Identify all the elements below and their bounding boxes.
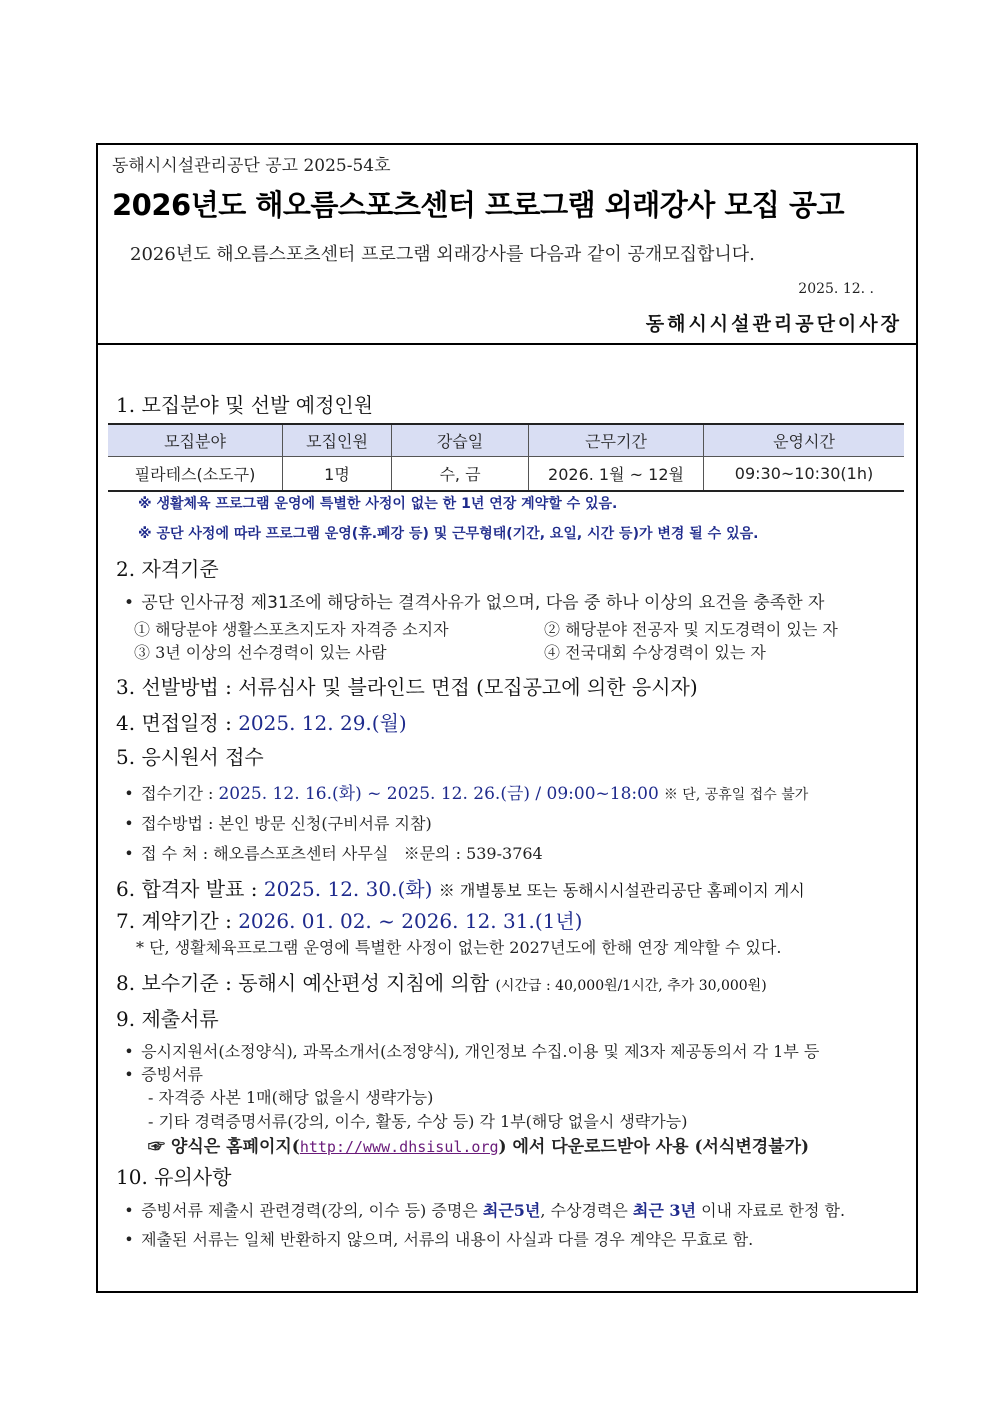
caution-1-text-a: 증빙서류 제출시 관련경력(강의, 이수 등) 증명은 xyxy=(141,1201,483,1220)
bullet-icon: • xyxy=(124,1201,134,1220)
caution-2-text: 제출된 서류는 일체 반환하지 않으며, 서류의 내용이 사실과 다를 경우 계약은 무효로 함. xyxy=(141,1230,754,1249)
form-suffix: ) 에서 다운로드받아 사용 (서식변경불가) xyxy=(498,1137,810,1157)
criterion-4: ④ 전국대회 수상경력이 있는 자 xyxy=(544,643,766,662)
notice-header xyxy=(98,145,916,345)
column-header: 근무기간 xyxy=(529,424,704,457)
section-7-label: 7. 계약기간 : xyxy=(116,909,239,933)
bullet-icon: • xyxy=(123,593,135,613)
qualification-bullet xyxy=(122,588,824,613)
caution-1-text-b: , 수상경력은 xyxy=(540,1201,633,1220)
caution-1 xyxy=(122,1198,845,1221)
homepage-link[interactable]: http://www.dhsisul.org xyxy=(299,1138,499,1156)
section-10-heading: 10. 유의사항 xyxy=(116,1165,232,1189)
selection-method: 서류심사 및 블라인드 면접 (모집공고에 의한 응시자) xyxy=(238,675,698,699)
bullet-icon: • xyxy=(124,1230,134,1249)
note-extension: ※ 생활체육 프로그램 운영에 특별한 사정이 없는 한 1년 연장 계약할 수 있음. xyxy=(138,496,618,512)
column-header: 강습일 xyxy=(392,424,529,457)
interview-date: 2025. 12. 29.(월) xyxy=(238,711,407,735)
period-value: 2025. 12. 16.(화) ~ 2025. 12. 26.(금) / 09:00~18:00 xyxy=(218,784,659,804)
application-method xyxy=(122,811,432,834)
column-header: 모집분야 xyxy=(108,424,283,457)
doc-item-1-text: 응시지원서(소정양식), 과목소개서(소정양식), 개인정보 수집.이용 및 제3자 제공동의서 각 1부 등 xyxy=(141,1042,820,1061)
table-cell: 2026. 1월 ~ 12월 xyxy=(529,457,704,492)
caution-1-highlight-b: 최근 3년 xyxy=(632,1201,696,1220)
criterion-3: ③ 3년 이상의 선수경력이 있는 사람 xyxy=(134,643,387,662)
section-3 xyxy=(116,671,698,700)
table-cell: 필라테스(소도구) xyxy=(108,457,283,492)
form-prefix: 양식은 홈페이지( xyxy=(170,1137,300,1157)
table-header-row xyxy=(108,424,904,457)
doc-sub-1: - 자격증 사본 1매(해당 없을시 생략가능) xyxy=(148,1088,434,1107)
bullet-icon: • xyxy=(124,814,134,833)
pointing-hand-icon: ☞ xyxy=(148,1137,165,1157)
notice-number: 동해시시설관리공단 공고 2025-54호 xyxy=(112,156,391,176)
criterion-2: ② 해당분야 전공자 및 지도경력이 있는 자 xyxy=(544,620,838,639)
criterion-1: ① 해당분야 생활스포츠지도자 자격증 소지자 xyxy=(134,620,449,639)
table-cell: 수, 금 xyxy=(392,457,529,492)
doc-item-1 xyxy=(122,1039,819,1062)
page-title: 2026년도 해오름스포츠센터 프로그램 외래강사 모집 공고 xyxy=(112,188,845,222)
caution-2 xyxy=(122,1227,753,1250)
section-7 xyxy=(116,905,582,934)
pay-detail: (시간급 : 40,000원/1시간, 추가 30,000원) xyxy=(495,978,767,994)
table-row xyxy=(108,457,904,492)
contract-period: 2026. 01. 02. ~ 2026. 12. 31.(1년) xyxy=(238,909,583,933)
section-4-label: 4. 면접일정 : xyxy=(116,711,239,735)
contact-label: ※문의 : xyxy=(403,844,467,863)
recruitment-table xyxy=(108,423,904,492)
table-cell: 1명 xyxy=(283,457,392,492)
bullet-icon: • xyxy=(124,844,134,863)
contact-phone: 539-3764 xyxy=(466,844,543,863)
pay-basis: 동해시 예산편성 지침에 의함 xyxy=(238,971,490,995)
section-9-heading: 9. 제출서류 xyxy=(116,1007,219,1031)
column-header: 운영시간 xyxy=(704,424,905,457)
contract-note: * 단, 생활체육프로그램 운영에 특별한 사정이 없는한 2027년도에 한해 연장 계약할 수 있다. xyxy=(136,938,782,957)
section-3-label: 3. 선발방법 : xyxy=(116,675,239,699)
form-download xyxy=(148,1132,809,1157)
place-value: 해오름스포츠센터 사무실 xyxy=(213,844,389,863)
notice-date: 2025. 12. . xyxy=(798,281,874,297)
note-change: ※ 공단 사정에 따라 프로그램 운영(휴.폐강 등) 및 근무형태(기간, 요일, 시간 등)가 변경 될 수 있음. xyxy=(138,526,759,542)
caution-1-highlight-a: 최근5년 xyxy=(482,1201,541,1220)
qualification-text: 공단 인사규정 제31조에 해당하는 결격사유가 없으며, 다음 중 하나 이상의 요건을 충족한 자 xyxy=(141,593,825,613)
column-header: 모집인원 xyxy=(283,424,392,457)
caution-1-text-c: 이내 자료로 한정 함. xyxy=(696,1201,846,1220)
table-cell: 09:30~10:30(1h) xyxy=(704,457,905,492)
period-note: ※ 단, 공휴일 접수 불가 xyxy=(663,787,809,803)
doc-item-2 xyxy=(122,1062,203,1085)
section-8 xyxy=(116,967,767,996)
bullet-icon: • xyxy=(124,1042,134,1061)
announcement-date: 2025. 12. 30.(화) xyxy=(263,877,433,901)
section-5-heading: 5. 응시원서 접수 xyxy=(116,745,264,769)
section-2-heading: 2. 자격기준 xyxy=(116,557,219,581)
method-value: 본인 방문 신청(구비서류 지참) xyxy=(218,814,432,833)
section-4 xyxy=(116,707,407,736)
period-label: 접수기간 : xyxy=(141,784,219,803)
place-label: 접 수 처 : xyxy=(141,844,214,863)
announcement-note: ※ 개별통보 또는 동해시시설관리공단 홈페이지 게시 xyxy=(438,881,805,900)
intro-text: 2026년도 해오름스포츠센터 프로그램 외래강사를 다음과 같이 공개모집합니다. xyxy=(130,244,755,265)
doc-sub-2: - 기타 경력증명서류(강의, 이수, 활동, 수상 등) 각 1부(해당 없을시 생략가능) xyxy=(148,1112,688,1131)
application-place xyxy=(122,841,543,864)
section-6-label: 6. 합격자 발표 : xyxy=(116,877,264,901)
issuer: 동해시시설관리공단이사장 xyxy=(645,313,902,335)
section-6 xyxy=(116,873,805,902)
section-8-label: 8. 보수기준 : xyxy=(116,971,239,995)
method-label: 접수방법 : xyxy=(141,814,219,833)
bullet-icon: • xyxy=(124,784,134,803)
bullet-icon: • xyxy=(124,1065,134,1084)
notice-frame xyxy=(96,143,918,1293)
application-period xyxy=(122,779,808,804)
section-1-heading: 1. 모집분야 및 선발 예정인원 xyxy=(116,393,374,417)
doc-item-2-text: 증빙서류 xyxy=(141,1065,203,1084)
